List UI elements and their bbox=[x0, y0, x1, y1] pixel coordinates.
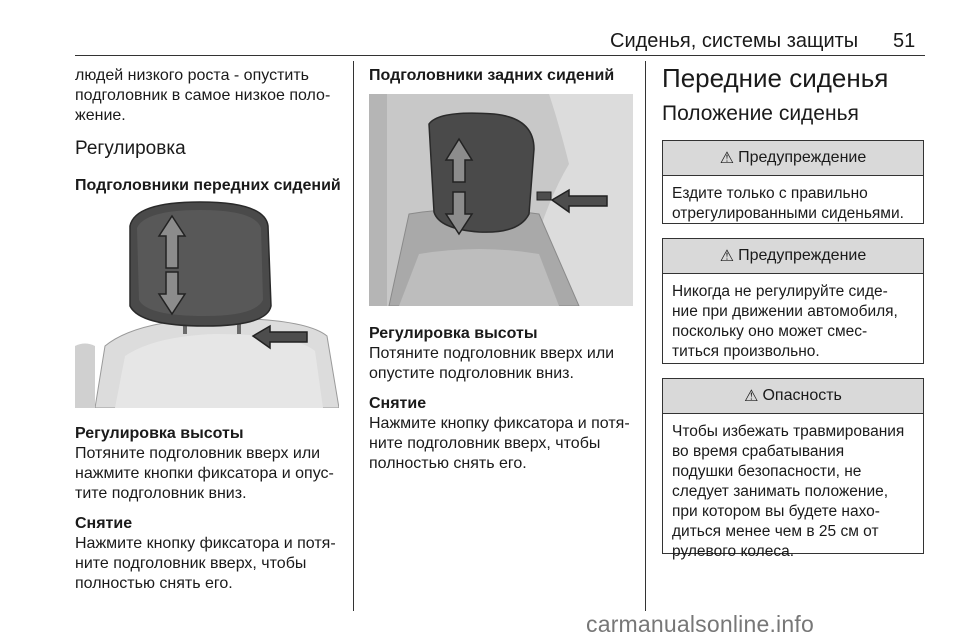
body-line: Потяните подголовник вверх или bbox=[369, 345, 615, 362]
sub-heading: Положение сиденья bbox=[662, 102, 859, 125]
rear-headrest-figure bbox=[369, 94, 633, 306]
warning-body bbox=[663, 274, 923, 372]
body-line: Потяните подголовник вверх или bbox=[75, 445, 321, 462]
column-divider-right bbox=[645, 61, 646, 611]
body-line: ните подголовник вверх, чтобы bbox=[369, 435, 601, 452]
height-adjust-title: Регулировка высоты bbox=[369, 325, 538, 342]
warning-triangle-icon: ⚠ bbox=[744, 388, 759, 405]
column-divider-left bbox=[353, 61, 354, 611]
body-line: опустите подголовник вниз. bbox=[369, 365, 574, 382]
section-heading: Регулировка bbox=[75, 138, 186, 159]
body-line: полностью снять его. bbox=[75, 575, 233, 592]
intro-line: подголовник в самое низкое поло- bbox=[75, 87, 331, 104]
left-column bbox=[75, 66, 345, 196]
left-column-lower bbox=[75, 424, 350, 594]
warning-line: титься произвольно. bbox=[672, 343, 820, 360]
height-adjust-title: Регулировка высоты bbox=[75, 425, 244, 442]
middle-column bbox=[369, 66, 639, 86]
warning-title: Предупреждение bbox=[738, 247, 867, 264]
intro-line: жение. bbox=[75, 107, 126, 124]
warning-title: Предупреждение bbox=[738, 149, 867, 166]
danger-line: при котором вы будете нахо- bbox=[672, 503, 880, 520]
body-line: нажмите кнопки фиксатора и опус- bbox=[75, 465, 334, 482]
warning-line: Никогда не регулируйте сиде- bbox=[672, 283, 888, 300]
warning-triangle-icon: ⚠ bbox=[719, 248, 735, 265]
warning-body bbox=[663, 176, 923, 234]
intro-line: людей низкого роста - опустить bbox=[75, 67, 309, 84]
middle-column-lower bbox=[369, 324, 644, 474]
removal-title: Снятие bbox=[369, 395, 427, 412]
danger-line: рулевого колеса. bbox=[672, 543, 795, 560]
right-column bbox=[662, 62, 924, 128]
danger-title: Опасность bbox=[762, 387, 842, 404]
danger-line: во время срабатывания bbox=[672, 443, 845, 460]
removal-title: Снятие bbox=[75, 515, 133, 532]
danger-line: диться менее чем в 25 см от bbox=[672, 523, 879, 540]
warning-line: отрегулированными сиденьями. bbox=[672, 205, 904, 222]
danger-box bbox=[662, 378, 924, 560]
danger-line: следует занимать положение, bbox=[672, 483, 889, 500]
body-line: Нажмите кнопку фиксатора и потя- bbox=[369, 415, 630, 432]
rear-headrests-subheading: Подголовники задних сидений bbox=[369, 67, 615, 84]
warning-box bbox=[662, 140, 924, 224]
warning-box-header bbox=[663, 239, 923, 274]
warning-box-header bbox=[663, 141, 923, 176]
warning-triangle-icon: ⚠ bbox=[719, 150, 735, 167]
body-line: полностью снять его. bbox=[369, 455, 527, 472]
main-heading: Передние сиденья bbox=[662, 63, 889, 93]
danger-body bbox=[663, 414, 923, 572]
header-rule bbox=[75, 55, 925, 56]
page-number: 51 bbox=[893, 30, 916, 52]
warning-line: поскольку оно может смес- bbox=[672, 323, 868, 340]
warning-box bbox=[662, 238, 924, 364]
front-headrest-figure bbox=[75, 196, 339, 408]
danger-line: подушки безопасности, не bbox=[672, 463, 862, 480]
body-line: тите подголовник вниз. bbox=[75, 485, 247, 502]
warning-line: ние при движении автомобиля, bbox=[672, 303, 898, 320]
watermark: carmanualsonline.info bbox=[586, 611, 814, 637]
front-headrests-subheading: Подголовники передних сидений bbox=[75, 177, 341, 194]
body-line: ните подголовник вверх, чтобы bbox=[75, 555, 307, 572]
danger-box-header bbox=[663, 379, 923, 414]
danger-line: Чтобы избежать травмирования bbox=[672, 423, 905, 440]
warning-line: Ездите только с правильно bbox=[672, 185, 868, 202]
page-header-title: Сиденья, системы защиты bbox=[610, 30, 859, 52]
body-line: Нажмите кнопку фиксатора и потя- bbox=[75, 535, 336, 552]
